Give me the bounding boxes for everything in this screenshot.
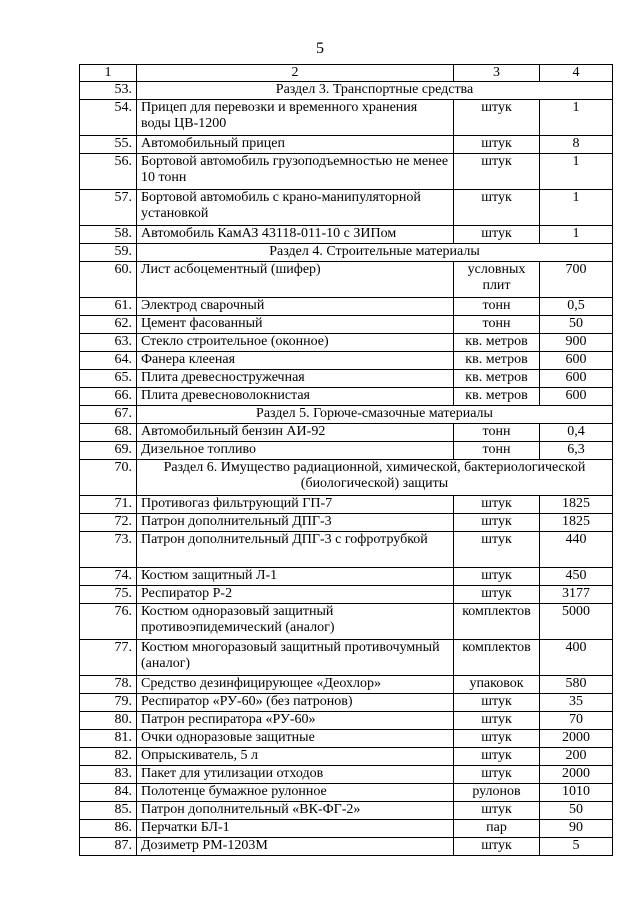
table-row: [80, 388, 613, 406]
row-number: 61.: [80, 298, 137, 316]
item-unit: штук: [454, 712, 540, 730]
section-title: Раздел 6. Имущество радиационной, химической, бактериологической (биологической) защиты: [137, 460, 613, 496]
row-number: 55.: [80, 136, 137, 154]
table-row: [80, 442, 613, 460]
item-unit: комплектов: [454, 640, 540, 676]
row-number: 74.: [80, 568, 137, 586]
column-header: 3: [454, 65, 540, 82]
section-row: [80, 406, 613, 424]
item-name: Стекло строительное (оконное): [137, 334, 454, 352]
section-title: Раздел 4. Строительные материалы: [137, 244, 613, 262]
item-name: Электрод сварочный: [137, 298, 454, 316]
item-unit: штук: [454, 190, 540, 226]
row-number: 84.: [80, 784, 137, 802]
row-number: 78.: [80, 676, 137, 694]
row-number: 69.: [80, 442, 137, 460]
row-number: 54.: [80, 100, 137, 136]
item-quantity: 2000: [540, 766, 613, 784]
row-number: 79.: [80, 694, 137, 712]
section-row: [80, 82, 613, 100]
table-row: [80, 262, 613, 298]
table-row: [80, 568, 613, 586]
page-number: 5: [316, 40, 324, 57]
item-name: Перчатки БЛ-1: [137, 820, 454, 838]
item-unit: упаковок: [454, 676, 540, 694]
item-unit: штук: [454, 100, 540, 136]
item-unit: тонн: [454, 424, 540, 442]
row-number: 73.: [80, 532, 137, 568]
table-row: [80, 712, 613, 730]
row-number: 58.: [80, 226, 137, 244]
item-name: Цемент фасованный: [137, 316, 454, 334]
item-name: Автомобильный бензин АИ-92: [137, 424, 454, 442]
row-number: 81.: [80, 730, 137, 748]
item-name: Респиратор «РУ-60» (без патронов): [137, 694, 454, 712]
table-row: [80, 424, 613, 442]
item-unit: пар: [454, 820, 540, 838]
table-row: [80, 838, 613, 856]
item-unit: штук: [454, 748, 540, 766]
item-unit: штук: [454, 730, 540, 748]
row-number: 70.: [80, 460, 137, 496]
item-name: Костюм защитный Л-1: [137, 568, 454, 586]
row-number: 83.: [80, 766, 137, 784]
item-quantity: 1: [540, 226, 613, 244]
row-number: 72.: [80, 514, 137, 532]
table-row: [80, 694, 613, 712]
item-quantity: 600: [540, 388, 613, 406]
item-quantity: 35: [540, 694, 613, 712]
table-row: [80, 640, 613, 676]
item-name: Автомобиль КамАЗ 43118-011-10 с ЗИПом: [137, 226, 454, 244]
item-quantity: 200: [540, 748, 613, 766]
row-number: 68.: [80, 424, 137, 442]
item-quantity: 1: [540, 190, 613, 226]
item-unit: тонн: [454, 442, 540, 460]
item-name: Плита древесностружечная: [137, 370, 454, 388]
item-name: Плита древесноволокнистая: [137, 388, 454, 406]
row-number: 75.: [80, 586, 137, 604]
table-row: [80, 784, 613, 802]
item-quantity: 0,4: [540, 424, 613, 442]
item-unit: кв. метров: [454, 370, 540, 388]
item-unit: штук: [454, 496, 540, 514]
item-quantity: 1: [540, 154, 613, 190]
table-row: [80, 334, 613, 352]
item-unit: условных плит: [454, 262, 540, 298]
item-name: Костюм одноразовый защитный противоэпидемический (аналог): [137, 604, 454, 640]
section-row: [80, 244, 613, 262]
item-name: Бортовой автомобиль грузоподъемностью не менее 10 тонн: [137, 154, 454, 190]
item-unit: штук: [454, 802, 540, 820]
column-header: 2: [137, 65, 454, 82]
item-unit: кв. метров: [454, 334, 540, 352]
item-quantity: 50: [540, 802, 613, 820]
section-title: Раздел 3. Транспортные средства: [137, 82, 613, 100]
item-unit: кв. метров: [454, 388, 540, 406]
table-row: [80, 532, 613, 568]
item-name: Патрон дополнительный ДПГ-3 с гофротрубкой: [137, 532, 454, 568]
table-row: [80, 586, 613, 604]
item-quantity: 450: [540, 568, 613, 586]
row-number: 77.: [80, 640, 137, 676]
table-row: [80, 802, 613, 820]
row-number: 86.: [80, 820, 137, 838]
item-unit: комплектов: [454, 604, 540, 640]
table-row: [80, 298, 613, 316]
item-quantity: 90: [540, 820, 613, 838]
item-name: Пакет для утилизации отходов: [137, 766, 454, 784]
item-quantity: 50: [540, 316, 613, 334]
item-quantity: 1825: [540, 496, 613, 514]
row-number: 62.: [80, 316, 137, 334]
section-title: Раздел 5. Горюче-смазочные материалы: [137, 406, 613, 424]
item-name: Очки одноразовые защитные: [137, 730, 454, 748]
row-number: 66.: [80, 388, 137, 406]
item-quantity: 3177: [540, 586, 613, 604]
table-row: [80, 766, 613, 784]
table-row: [80, 100, 613, 136]
item-name: Фанера клееная: [137, 352, 454, 370]
item-quantity: 900: [540, 334, 613, 352]
item-name: Патрон дополнительный «ВК-ФГ-2»: [137, 802, 454, 820]
table-row: [80, 748, 613, 766]
item-quantity: 8: [540, 136, 613, 154]
item-quantity: 1825: [540, 514, 613, 532]
item-name: Респиратор Р-2: [137, 586, 454, 604]
table-row: [80, 316, 613, 334]
item-quantity: 1010: [540, 784, 613, 802]
table-row: [80, 154, 613, 190]
row-number: 65.: [80, 370, 137, 388]
row-number: 56.: [80, 154, 137, 190]
table-row: [80, 370, 613, 388]
item-quantity: 70: [540, 712, 613, 730]
row-number: 64.: [80, 352, 137, 370]
item-name: Дизельное топливо: [137, 442, 454, 460]
item-unit: штук: [454, 226, 540, 244]
item-quantity: 580: [540, 676, 613, 694]
item-name: Дозиметр РМ-1203М: [137, 838, 454, 856]
item-name: Лист асбоцементный (шифер): [137, 262, 454, 298]
inventory-table: [79, 64, 613, 856]
row-number: 63.: [80, 334, 137, 352]
table-row: [80, 730, 613, 748]
row-number: 82.: [80, 748, 137, 766]
column-header: 4: [540, 65, 613, 82]
item-quantity: 600: [540, 370, 613, 388]
item-quantity: 5: [540, 838, 613, 856]
item-unit: штук: [454, 532, 540, 568]
item-name: Бортовой автомобиль с крано-манипуляторной установкой: [137, 190, 454, 226]
item-name: Прицеп для перевозки и временного хранения воды ЦВ-1200: [137, 100, 454, 136]
table-row: [80, 820, 613, 838]
table-row: [80, 190, 613, 226]
item-quantity: 6,3: [540, 442, 613, 460]
item-unit: штук: [454, 694, 540, 712]
item-unit: тонн: [454, 298, 540, 316]
table-row: [80, 226, 613, 244]
table-row: [80, 676, 613, 694]
row-number: 60.: [80, 262, 137, 298]
item-quantity: 5000: [540, 604, 613, 640]
row-number: 76.: [80, 604, 137, 640]
item-name: Автомобильный прицеп: [137, 136, 454, 154]
item-unit: штук: [454, 514, 540, 532]
item-unit: штук: [454, 586, 540, 604]
row-number: 67.: [80, 406, 137, 424]
item-name: Патрон дополнительный ДПГ-3: [137, 514, 454, 532]
row-number: 80.: [80, 712, 137, 730]
item-unit: рулонов: [454, 784, 540, 802]
table-row: [80, 136, 613, 154]
row-number: 59.: [80, 244, 137, 262]
item-name: Патрон респиратора «РУ-60»: [137, 712, 454, 730]
row-number: 71.: [80, 496, 137, 514]
item-name: Противогаз фильтрующий ГП-7: [137, 496, 454, 514]
row-number: 53.: [80, 82, 137, 100]
table-row: [80, 514, 613, 532]
section-row: [80, 460, 613, 496]
table-row: [80, 604, 613, 640]
item-unit: штук: [454, 568, 540, 586]
item-quantity: 440: [540, 532, 613, 568]
table-row: [80, 496, 613, 514]
row-number: 57.: [80, 190, 137, 226]
table-header-row: [80, 65, 613, 82]
item-unit: тонн: [454, 316, 540, 334]
item-quantity: 600: [540, 352, 613, 370]
item-name: Средство дезинфицирующее «Деохлор»: [137, 676, 454, 694]
item-quantity: 1: [540, 100, 613, 136]
item-quantity: 400: [540, 640, 613, 676]
table-row: [80, 352, 613, 370]
item-name: Полотенце бумажное рулонное: [137, 784, 454, 802]
item-quantity: 700: [540, 262, 613, 298]
item-name: Опрыскиватель, 5 л: [137, 748, 454, 766]
item-name: Костюм многоразовый защитный противочумный (аналог): [137, 640, 454, 676]
item-unit: штук: [454, 154, 540, 190]
item-unit: штук: [454, 766, 540, 784]
item-unit: кв. метров: [454, 352, 540, 370]
row-number: 85.: [80, 802, 137, 820]
item-quantity: 2000: [540, 730, 613, 748]
item-quantity: 0,5: [540, 298, 613, 316]
row-number: 87.: [80, 838, 137, 856]
item-unit: штук: [454, 838, 540, 856]
item-unit: штук: [454, 136, 540, 154]
column-header: 1: [80, 65, 137, 82]
